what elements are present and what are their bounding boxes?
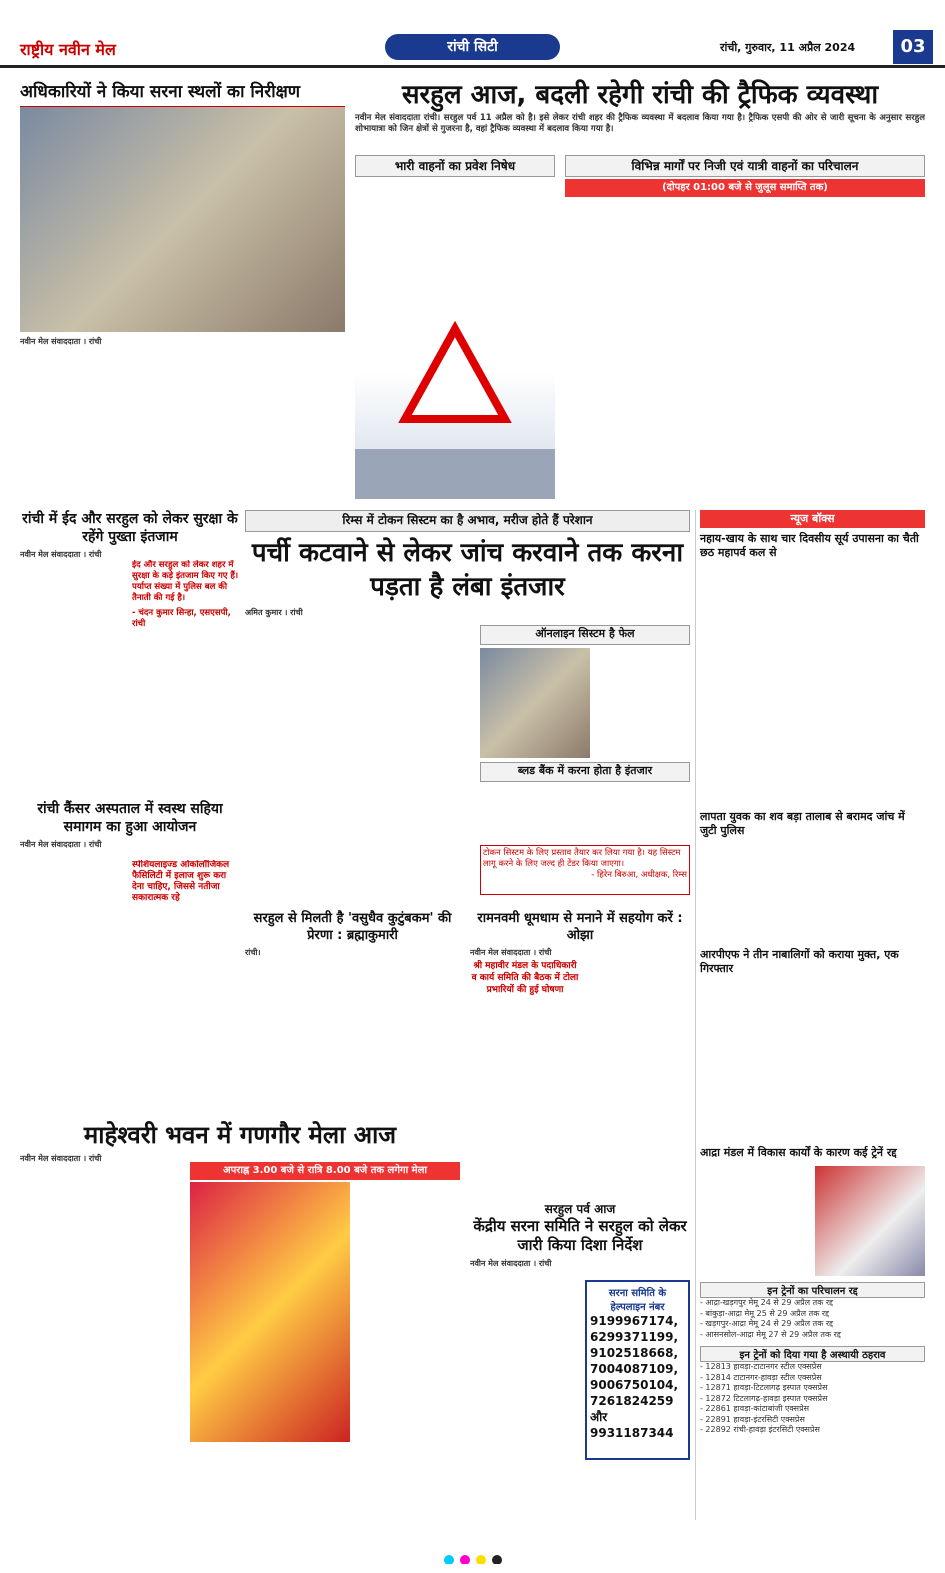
stop-item: - 12813 हावड़ा-टाटानगर स्टील एक्सप्रेस (700, 1362, 822, 1371)
timing-banner: अपराह्न 3.00 बजे से रात्रि 8.00 बजे तक लगेगा मेला (190, 1162, 460, 1180)
quote: टोकन सिस्टम के लिए प्रस्ताव तैयार कर लिया गया है। यह सिस्टम लागू करने के लिए जल्द ही टेंडर किया जाएगा। (483, 848, 681, 869)
byline: अमित कुमार । रांची (245, 608, 303, 617)
helpline-number: 7004087109, (590, 1362, 679, 1376)
pullquote: स्पेशियलाइज्ड ओंकोलॉजिकल फैसिलिटी में इलाज शुरू करा देना चाहिए, जिससे नतीजा सकारात्मक रहे (132, 860, 230, 903)
newsbox-item4: आद्रा मंडल में विकास कार्यों के कारण कई ट्रेनें रद्द (700, 1146, 897, 1159)
byline: नवीन मेल संवाददाता । रांची (20, 1154, 102, 1163)
gangaur-photo (190, 1182, 350, 1442)
newsbox-item2: लापता युवक का शव बड़ा तालाब से बरामद जांच में जुटी पुलिस (700, 810, 905, 837)
stop-item: - 12872 टिटलागढ़-हावड़ा इस्पात एक्सप्रेस (700, 1393, 828, 1403)
cancel-item: - बांकुड़ा-आद्रा मेमू 25 से 29 अप्रैल तक रद्द (700, 1308, 830, 1318)
helpline-number: 6299371199, (590, 1330, 679, 1344)
newsbox-title: न्यूज बॉक्स (700, 510, 925, 528)
cancel-title: इन ट्रेनों का परिचालन रद्द (700, 1282, 925, 1298)
helpline-list (590, 1313, 685, 1441)
helpline-number: 9102518668, (590, 1346, 679, 1360)
headline: केंद्रीय सरना समिति ने सरहुल को लेकर जारी किया दिशा निर्देश (473, 1217, 687, 1254)
box-route-title: विभिन्न मार्गों पर निजी एवं यात्री वाहनों का परिचालन (565, 155, 925, 177)
story-ramnavami (470, 910, 690, 1110)
pullquote: श्री महावीर मंडल के पदाधिकारी व कार्य समिति की बैठक में टोला प्रभारियों की हुई घोषणा (471, 961, 579, 995)
newsbox-item3: आरपीएफ ने तीन नाबालिगों को कराया मुक्त, एक गिरफ्तार (700, 948, 899, 975)
hospital-photo (480, 648, 590, 758)
headline: रांची में ईद और सरहुल को लेकर सुरक्षा के रहेंगे पुख्ता इंतजाम (22, 511, 238, 545)
masthead (0, 30, 945, 68)
section-badge: रांची सिटी (385, 34, 560, 60)
headline: सरहुल से मिलती है 'वसुधैव कुटुंबकम' की प्रेरणा : ब्रह्माकुमारी (253, 911, 452, 943)
byline: नवीन मेल संवाददाता । रांची (470, 948, 552, 957)
stop-item: - 22891 हावड़ा-इंटरसिटी एक्सप्रेस (700, 1414, 805, 1424)
byline: नवीन मेल संवाददाता । रांची (470, 1259, 552, 1268)
quote-box (132, 560, 240, 700)
headline: रांची कैंसर अस्पताल में स्वस्थ सहिया समागम का हुआ आयोजन (37, 801, 223, 835)
helpline-box (585, 1280, 690, 1460)
story-sarna-samiti (470, 1200, 690, 1510)
newsbox-item1: नहाय-खाय के साथ चार दिवसीय सूर्य उपासना का चैती छठ महापर्व कल से (700, 532, 919, 559)
quote-box (480, 845, 690, 895)
stops-list (700, 1362, 925, 1436)
page-number: 03 (893, 30, 933, 64)
byline: नवीन मेल संवाददाता । रांची (20, 337, 102, 346)
story-traffic (355, 75, 925, 505)
story-cancer-hospital (20, 800, 240, 1100)
paper-name: राष्ट्रीय नवीन मेल (20, 40, 116, 59)
byline: नवीन मेल संवाददाता । रांची (20, 550, 102, 559)
color-registration-marks (20, 1550, 925, 1564)
helpline-number: 7261824259 और (590, 1394, 674, 1424)
story-gangaur (20, 1120, 460, 1510)
cancel-item: - आद्रा-खड़गपुर मेमू 24 से 29 अप्रैल तक रद्द (700, 1298, 834, 1307)
stop-item: - 22861 हावड़ा-कांटाबांजी एक्सप्रेस (700, 1404, 810, 1413)
story-eid-security (20, 510, 240, 800)
headline: रामनवमी धूमधाम से मनाने में सहयोग करें : ओझा (477, 911, 683, 943)
helpline-number: 9931187344 (590, 1426, 674, 1440)
quote: ईद और सरहुल को लेकर शहर में सुरक्षा के कड़े इंतजाम किए गए हैं। पर्याप्त संख्या में पुलिस बल की तैनाती की गई है। (132, 560, 239, 603)
kicker: सरहुल पर्व आज (544, 1202, 616, 1216)
quote-author: - चंदन कुमार सिन्हा, एसएसपी, रांची (132, 608, 231, 629)
dateline: रांची, गुरुवार, 11 अप्रैल 2024 (720, 41, 856, 54)
train-photo (815, 1166, 925, 1276)
stop-item: - 22892 रांची-हावड़ा इंटरसिटी एक्सप्रेस (700, 1425, 820, 1434)
quote-author: - हिरेन बिरुआ, अधीक्षक, रिम्स (591, 870, 687, 880)
byline: नवीन मेल संवाददाता । रांची (20, 840, 102, 849)
helpline-number: 9199967174, (590, 1314, 679, 1328)
article-body (20, 337, 345, 505)
time-bar: (दोपहर 01:00 बजे से जुलूस समाप्ति तक) (565, 179, 925, 197)
helpline-title: सरना समिति के हेल्पलाइन नंबर (608, 1288, 667, 1313)
cancel-item: - आसनसोल-आद्रा मेमू 27 से 29 अप्रैल तक रद्द (700, 1329, 841, 1339)
kicker: रिम्स में टोकन सिस्टम का है अभाव, मरीज होते हैं परेशान (245, 510, 690, 532)
stop-item: - 12814 टाटानगर-हावड़ा स्टील एक्सप्रेस (700, 1372, 822, 1382)
subhead-bloodbank: ब्लड बैंक में करना होता है इंतजार (480, 762, 690, 782)
route-list (565, 201, 925, 501)
story-brahmakumari (245, 910, 460, 1110)
news-box (695, 510, 925, 1520)
headline: सरहुल आज, बदली रहेगी रांची की ट्रैफिक व्यवस्था (401, 80, 879, 110)
cancel-list (700, 1298, 925, 1340)
headline: अधिकारियों ने किया सरना स्थलों का निरीक्षण (20, 75, 345, 108)
cancel-item: - खड़गपुर-आद्रा मेमू 24 से 29 अप्रैल तक रद्द (700, 1319, 834, 1328)
helpline-number: 9006750104, (590, 1378, 679, 1392)
headline: पर्ची कटवाने से लेकर जांच करवाने तक करना पड़ता है लंबा इंतजार (251, 538, 684, 602)
traffic-illustration (355, 179, 555, 499)
byline: रांची। (245, 948, 261, 957)
subhead-online: ऑनलाइन सिस्टम है फेल (480, 625, 690, 645)
news-photo (20, 107, 345, 332)
lead: नवीन मेल संवाददाता रांची। सरहुल पर्व 11 अप्रैल को है। इसे लेकर रांची शहर की ट्रैफिक व्यवस्था में बदलाव किया गया है। ट्रैफिक एसपी की ओर से जारी सूचना के अनुसार सरहुल शोभायात्रा को जिन क्षेत्रों से गुजरना है, वहां ट्रैफिक व्यवस्था में बदलाव किया गया है। (355, 113, 925, 134)
box-heavy-vehicles-title: भारी वाहनों का प्रवेश निषेध (355, 155, 555, 177)
stops-title: इन ट्रेनों को दिया गया है अस्थायी ठहराव (700, 1346, 925, 1362)
story-sarna-inspection (20, 75, 345, 505)
headline: माहेश्वरी भवन में गणगौर मेला आज (83, 1121, 397, 1149)
story-rims-token (245, 510, 690, 910)
stop-item: - 12871 हावड़ा-टिटलागढ़ इस्पात एक्सप्रेस (700, 1383, 828, 1392)
warning-sign-icon (355, 179, 555, 499)
